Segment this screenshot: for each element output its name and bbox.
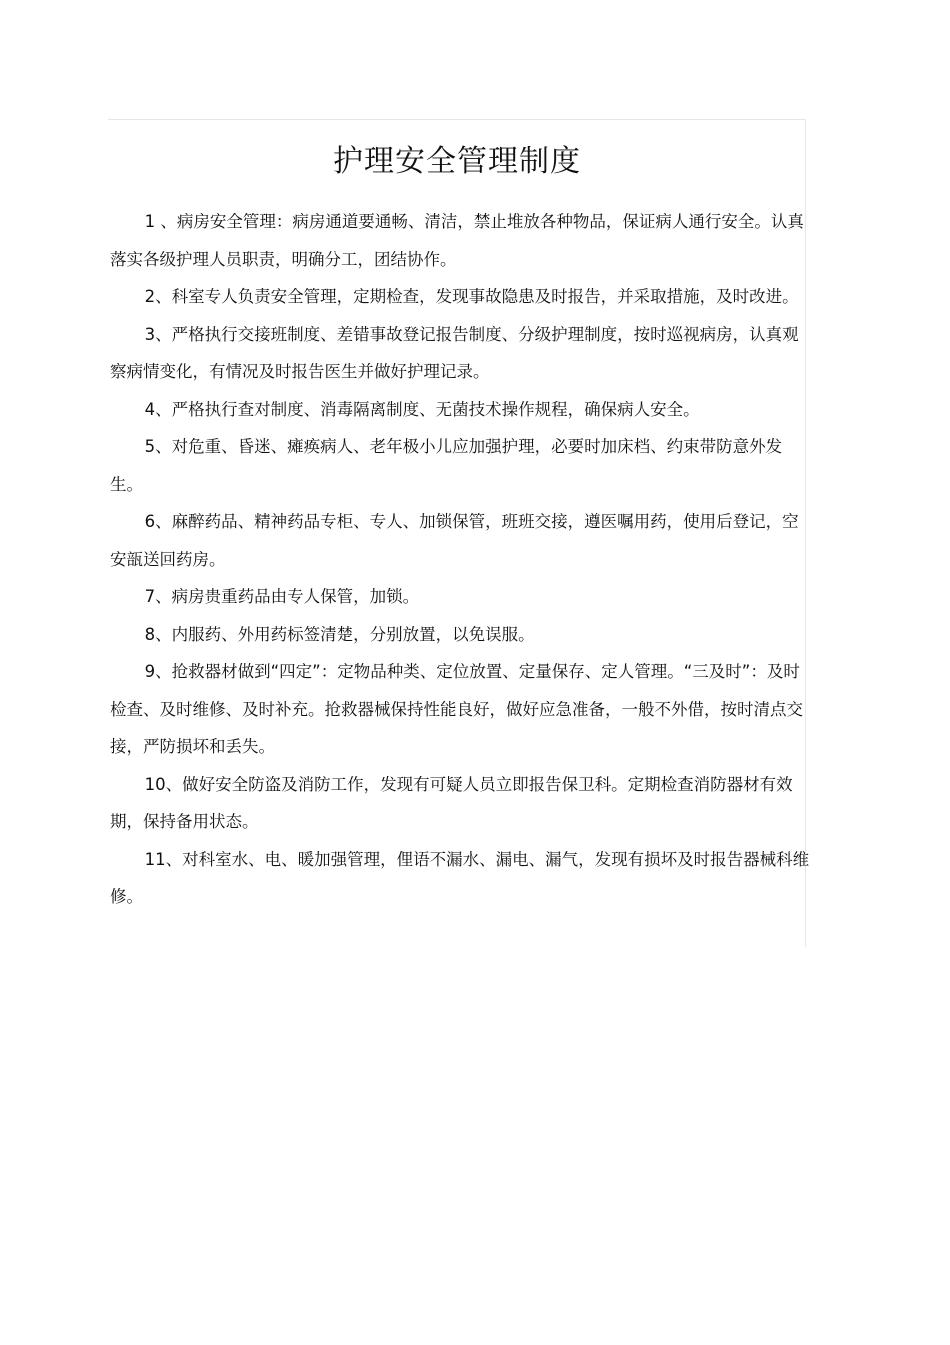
clause-11: 11、对科室水、电、暖加强管理，俚语不漏水、漏电、漏气，发现有损坏及时报告器械科维修。	[110, 849, 810, 906]
document-title: 护理安全管理制度	[333, 144, 581, 179]
clause-5: 5、对危重、昏迷、瘫痪病人、老年极小儿应加强护理，必要时加床档、约束带防意外发生。	[110, 437, 783, 494]
document-body	[110, 203, 810, 916]
clause-1: 1 、病房安全管理：病房通道要通畅、清洁，禁止堆放各种物品，保证病人通行安全。认真落实各级护理人员职责，明确分工，团结协作。	[110, 212, 804, 269]
clause-10: 10、做好安全防盗及消防工作，发现有可疑人员立即报告保卫科。定期检查消防器材有效期，保持备用状态。	[110, 774, 793, 831]
clause-2: 2、科室专人负责安全管理，定期检查，发现事故隐患及时报告，并采取措施，及时改进。	[144, 287, 799, 306]
clause-7: 7、病房贵重药品由专人保管，加锁。	[144, 587, 420, 606]
clause-6: 6、麻醉药品、精神药品专柜、专人、加锁保管，班班交接，遵医嘱用药，使用后登记，空安瓿送回药房。	[110, 512, 799, 569]
clause-8: 8、内服药、外用药标签清楚，分别放置，以免误服。	[144, 624, 535, 644]
clause-4: 4、严格执行查对制度、消毒隔离制度、无菌技术操作规程，确保病人安全。	[144, 399, 700, 419]
clause-3: 3、严格执行交接班制度、差错事故登记报告制度、分级护理制度，按时巡视病房，认真观察病情变化，有情况及时报告医生并做好护理记录。	[110, 324, 799, 381]
clause-9: 9、抢救器材做到“四定”：定物品种类、定位放置、定量保存、定人管理。“三及时”：及时检查、及时维修、及时补充。抢救器械保持性能良好，做好应急准备，一般不外借，按时清点交接，严防损坏和丢失。	[110, 662, 803, 756]
